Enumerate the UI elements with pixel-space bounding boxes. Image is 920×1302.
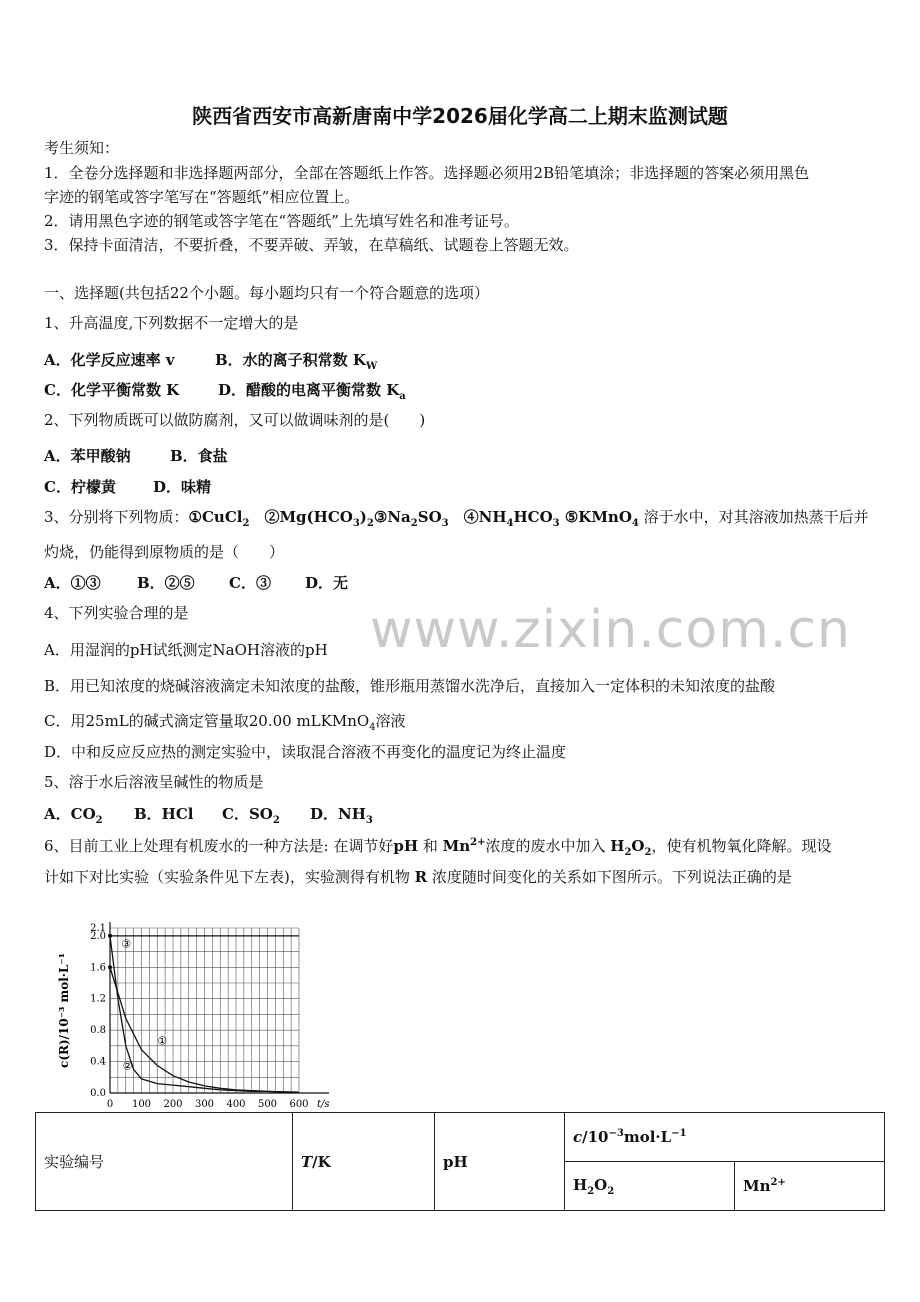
y-tick-label: 1.2 [90,993,106,1005]
question-2-stem: 2、下列物质既可以做防腐剂，又可以做调味剂的是( ) [44,411,426,429]
question-5-stem: 5、溶于水后溶液呈碱性的物质是 [44,773,264,791]
x-tick-label: 500 [257,1099,278,1110]
q2-option-b: B．食盐 [170,447,228,465]
y-tick-label: 2.1 [90,923,106,934]
q4-option-d: D．中和反应反应热的测定实验中，读取混合溶液不再变化的温度记为终止温度 [44,743,567,761]
question-6-line-2: 计如下对比实验（实验条件见下左表)，实验测得有机物 R 浓度随时间变化的关系如下图所示。下列说法正确的是 [44,868,792,886]
x-tick-label: 300 [194,1099,215,1110]
q2-option-c: C．柠檬黄 [44,478,116,496]
table-header-mn: $Mn^{2+}$ [735,1162,885,1211]
chart-labels [57,923,330,1110]
q2-option-a: A．苯甲酸钠 [44,447,131,465]
y-tick-label: 1.6 [90,962,106,974]
q4-option-a: A．用湿润的pH试纸测定NaOH溶液的pH [44,641,328,659]
q5-option-a: A．$CO_2$ [44,805,103,826]
question-3-stem-2: 灼烧，仍能得到原物质的是（ ） [44,543,285,561]
series-label: ② [122,1059,133,1073]
notice-item: 3．保持卡面清洁，不要折叠，不要弄破、弄皱，在草稿纸、试题卷上答题无效。 [44,236,579,254]
q3-option-a: A．①③ [44,574,101,592]
q1-option-d: D．醋酸的电离平衡常数 $K_a$ [218,381,406,402]
series-label: ① [157,1034,168,1048]
chart-axes [110,922,329,1093]
page-title: 陕西省西安市高新唐南中学2026届化学高二上期末监测试题 [192,104,728,128]
x-tick-label: 100 [131,1099,152,1110]
table-header-h2o2: $H_2O_2$ [565,1162,735,1211]
concentration-time-chart [45,910,345,1110]
table-header-id: 实验编号 [36,1113,293,1211]
q5-option-c: C．$SO_2$ [222,805,280,826]
question-1-stem: 1、升高温度,下列数据不一定增大的是 [44,314,299,332]
series-start-point [108,965,112,969]
chart-grid [110,928,299,1093]
x-tick-label: 0 [106,1099,114,1110]
q3-option-b: B．②⑤ [137,574,195,592]
q3-option-c: C．③ [229,574,271,592]
question-6-line-1: 6、目前工业上处理有机废水的一种方法是: 在调节好pH 和 $Mn^{2+}$浓度的废水中加入 $H_2O_2$，使有机物氧化降解。现设 [44,837,832,858]
q2-option-d: D．味精 [153,478,212,496]
x-tick-label: 600 [289,1099,309,1110]
q1-option-c: C．化学平衡常数 K [44,381,180,399]
table-header-ph: pH [435,1113,565,1211]
q3-option-d: D．无 [305,574,349,592]
y-axis-label: c(R)/10⁻³ mol·L⁻¹ [57,953,71,1068]
y-tick-label: 0.0 [90,1088,106,1099]
notice-item: 1．全卷分选择题和非选择题两部分，全部在答题纸上作答。选择题必须用2B铅笔填涂；非选择题的答案必须用黑色 [44,164,810,182]
q1-option-b: B．水的离子积常数 $K_W$ [215,351,378,372]
watermark: www.zixin.com.cn [370,600,851,660]
experiment-table [35,1112,885,1211]
notice-heading: 考生须知： [44,139,120,157]
table-header-conc: $c/10^{-3}mol\cdot L^{-1}$ [565,1113,885,1162]
q1-option-a: A．化学反应速率 v [44,351,175,369]
section-heading: 一、选择题(共包括22个小题。每小题均只有一个符合题意的选项） [44,284,489,302]
y-tick-label: 0.8 [90,1025,106,1037]
q4-option-c: C．用25mL的碱式滴定管量取20.00 mLKMnO$_4$溶液 [44,712,406,733]
y-tick-label: 0.4 [90,1056,106,1068]
question-3-stem: 3、分别将下列物质：①CuCl$_2$ $②Mg(HCO_3)_2③Na_2SO_3$ $④NH_4HCO_3$ ⑤KMnO$_4$ 溶于水中，对其溶液加热蒸干后并 [44,508,869,529]
q4-option-b: B．用已知浓度的烧碱溶液滴定未知浓度的盐酸，锥形瓶用蒸馏水洗净后，直接加入一定体积的未知浓度的盐酸 [44,677,776,695]
q5-option-b: B．HCl [134,805,194,823]
notice-item: 2．请用黑色字迹的钢笔或答字笔在“答题纸”上先填写姓名和准考证号。 [44,212,519,230]
x-tick-label: 200 [163,1099,183,1110]
y-tick-label: 2.0 [90,930,106,942]
notice-item: 字迹的钢笔或答字笔写在“答题纸”相应位置上。 [44,188,360,206]
series-start-point [108,934,112,938]
x-tick-label: 400 [226,1099,246,1110]
table-header-temp: T/K [293,1113,435,1211]
series-label: ③ [121,937,132,951]
question-4-stem: 4、下列实验合理的是 [44,604,189,622]
q5-option-d: D．$NH_3$ [310,805,373,826]
x-axis-label: t/s [317,1099,330,1110]
chart-series [108,934,299,1092]
